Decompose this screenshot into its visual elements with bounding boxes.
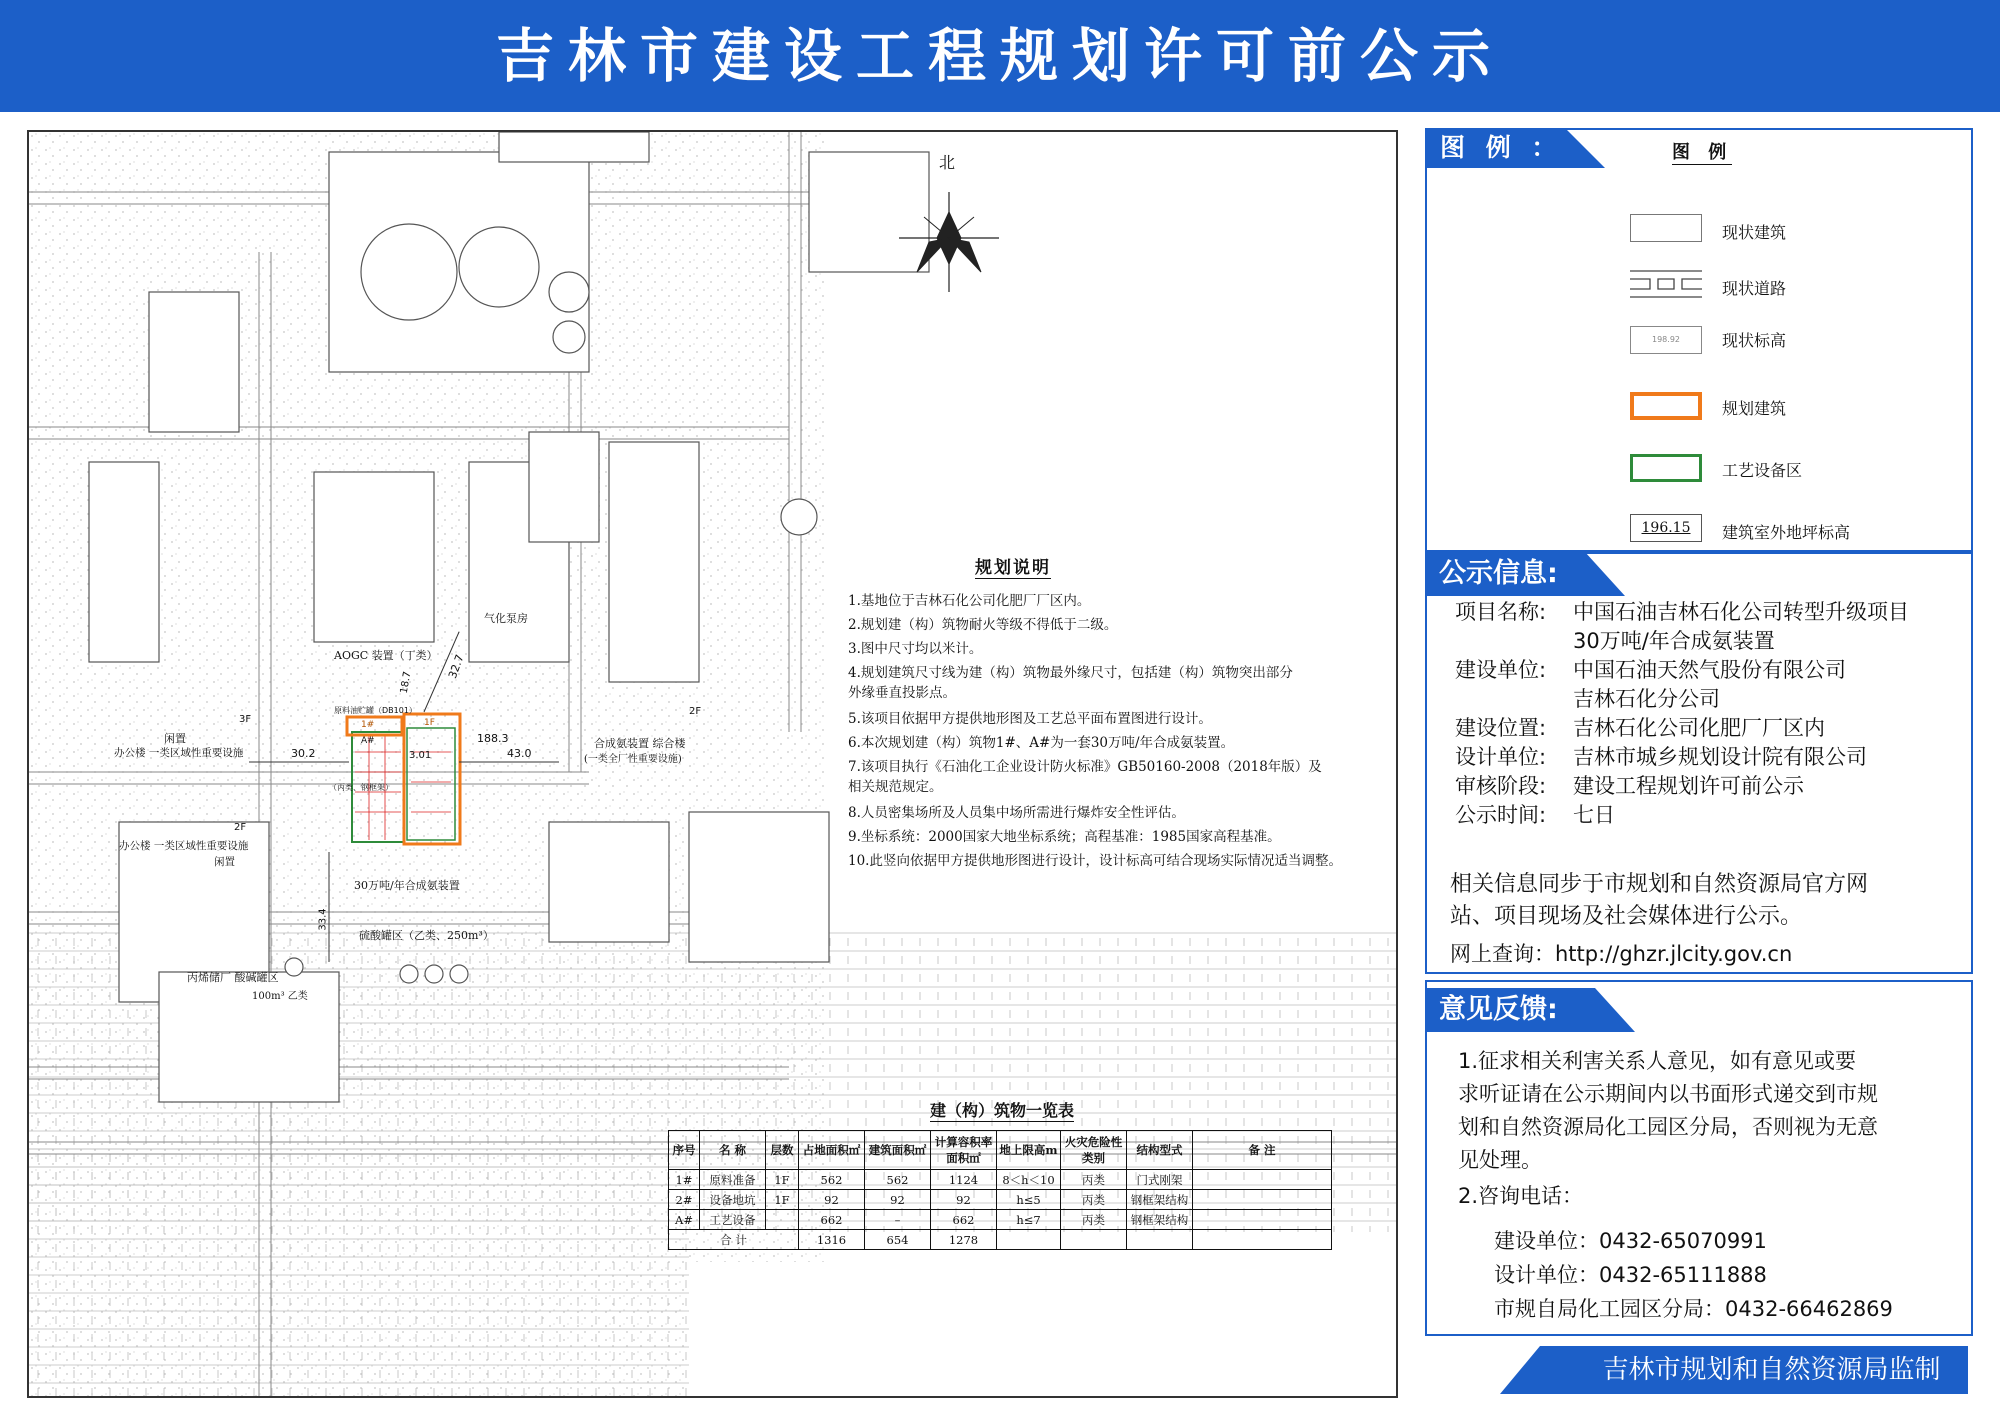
table-cell: 工艺设备	[700, 1210, 766, 1230]
table-cell: 92	[865, 1190, 931, 1210]
note-item: 7.该项目执行《石油化工企业设计防火标准》GB50160-2008（2018年版）及	[848, 759, 1322, 775]
info-row-builder-cont: 吉林石化分公司	[1573, 687, 1720, 711]
existing-road-symbol	[1630, 270, 1702, 298]
table-cell: 8＜h＜10	[997, 1170, 1061, 1190]
sync-text-line1: 相关信息同步于市规划和自然资源局官方网	[1450, 872, 1869, 897]
legend-label: 建筑室外地坪标高	[1722, 523, 1851, 542]
label-office1: 办公楼 一类区域性重要设施	[114, 747, 244, 759]
legend-tab-label: 图 例 ：	[1440, 133, 1563, 162]
table-header: 名 称	[700, 1131, 766, 1170]
table-cell	[1193, 1170, 1332, 1190]
legend-label: 工艺设备区	[1722, 461, 1803, 480]
table-cell: 562	[865, 1170, 931, 1190]
table-cell: 1#	[669, 1170, 700, 1190]
table-header: 建筑面积㎡	[865, 1131, 931, 1170]
phone-builder: 建设单位：0432-65070991	[1494, 1229, 1767, 1253]
table-row	[669, 1170, 1332, 1190]
table-cell	[1193, 1210, 1332, 1230]
table-cell: 1F	[766, 1190, 799, 1210]
consult-phone-heading: 2.咨询电话：	[1458, 1184, 1584, 1208]
table-cell: 2#	[669, 1190, 700, 1210]
table-cell	[1193, 1230, 1332, 1250]
info-row-location: 建设位置: 吉林石化公司化肥厂厂区内	[1455, 716, 1825, 740]
table-cell: h≤7	[997, 1210, 1061, 1230]
table-row	[669, 1210, 1332, 1230]
note-item: 6.本次规划建（构）筑物1#、A#为一套30万吨/年合成氨装置。	[848, 735, 1235, 751]
table-cell: 丙类	[1061, 1210, 1127, 1230]
label-idle-left: 闲置	[164, 732, 186, 745]
table-header: 序号	[669, 1131, 700, 1170]
feedback-text: 划和自然资源局化工园区分局，否则视为无意	[1458, 1115, 1878, 1139]
table-cell: 设备地坑	[700, 1190, 766, 1210]
table-row	[669, 1190, 1332, 1210]
dim-32-7: 32.7	[445, 652, 467, 681]
table-cell: 钢框架结构	[1127, 1190, 1193, 1210]
dim-43-0: 43.0	[507, 747, 532, 760]
dim-3-01: 3.01	[409, 750, 432, 761]
table-cell: 合 计	[669, 1230, 799, 1250]
existing-elevation-symbol: 198.92	[1630, 326, 1702, 354]
table-cell	[766, 1210, 799, 1230]
table-header: 火灾危险性类别	[1061, 1131, 1127, 1170]
dim-188-3: 188.3	[477, 732, 509, 745]
table-row	[669, 1230, 1332, 1250]
info-row-period: 公示时间: 七日	[1455, 803, 1615, 827]
table-cell: 662	[931, 1210, 997, 1230]
table-header: 占地面积㎡	[799, 1131, 865, 1170]
table-header: 备 注	[1193, 1131, 1332, 1170]
table-cell: 丙类	[1061, 1190, 1127, 1210]
legend-label: 现状标高	[1722, 331, 1787, 350]
dim-33-4: 33.4	[317, 908, 329, 931]
label-aogc: AOGC 装置（丁类）	[334, 649, 438, 662]
table-cell: h≤5	[997, 1190, 1061, 1210]
info-row-builder: 建设单位: 中国石油天然气股份有限公司	[1455, 658, 1846, 682]
label-device-300k: 30万吨/年合成氨装置	[354, 879, 460, 892]
label-propylene: 丙烯储厂 酸碱罐区	[187, 971, 279, 984]
note-item: 9.坐标系统：2000国家大地坐标系统；高程基准：1985国家高程基准。	[848, 829, 1281, 845]
info-row-project: 项目名称: 中国石油吉林石化公司转型升级项目	[1455, 600, 1909, 624]
phone-bureau: 市规自局化工园区分局：0432-66462869	[1494, 1297, 1893, 1321]
table-cell: 钢框架结构	[1127, 1210, 1193, 1230]
table-cell: 662	[799, 1210, 865, 1230]
table-cell: 562	[799, 1170, 865, 1190]
table-header: 结构型式	[1127, 1131, 1193, 1170]
table-cell: 原料准备	[700, 1170, 766, 1190]
info-tab-label: 公示信息:	[1439, 558, 1558, 589]
page-title: 吉林市建设工程规划许可前公示	[495, 22, 1504, 90]
label-idle2: 闲置	[214, 856, 235, 868]
table-header-row	[669, 1131, 1332, 1170]
feedback-text: 1.征求相关利害关系人意见，如有意见或要	[1458, 1049, 1857, 1073]
query-url[interactable]: 网上查询：http://ghzr.jlcity.gov.cn	[1450, 942, 1793, 966]
table-cell: 1F	[766, 1170, 799, 1190]
info-row-project-cont: 30万吨/年合成氨装置	[1573, 629, 1775, 653]
building-table	[668, 1130, 1332, 1250]
label-office2: 办公楼 一类区域性重要设施	[119, 840, 249, 852]
label-office2-floors: 2F	[234, 822, 247, 833]
footer-text: 吉林市规划和自然资源局监制	[1602, 1355, 1941, 1385]
table-cell: 654	[865, 1230, 931, 1250]
table-cell: 92	[931, 1190, 997, 1210]
process-area-symbol	[1630, 454, 1702, 482]
table-cell: 92	[799, 1190, 865, 1210]
table-header: 计算容积率面积㎡	[931, 1131, 997, 1170]
feedback-tab-label: 意见反馈:	[1439, 994, 1558, 1025]
feedback-text: 见处理。	[1458, 1148, 1542, 1172]
table-cell: 1278	[931, 1230, 997, 1250]
note-item: 10.此竖向依据甲方提供地形图进行设计，设计标高可结合现场实际情况适当调整。	[848, 853, 1342, 869]
table-cell: 1316	[799, 1230, 865, 1250]
note-item: 2.规划建（构）筑物耐火等级不得低于二级。	[848, 617, 1118, 633]
feedback-text: 求听证请在公示期间内以书面形式递交到市规	[1458, 1082, 1878, 1106]
label-propylene-sub: 100m³ 乙类	[252, 991, 308, 1002]
note-item: 5.该项目依据甲方提供地形图及工艺总平面布置图进行设计。	[848, 711, 1212, 727]
note-item: 8.人员密集场所及人员集中场所需进行爆炸安全性评估。	[848, 805, 1185, 821]
planned-building-symbol	[1630, 392, 1702, 420]
info-row-designer: 设计单位: 吉林市城乡规划设计院有限公司	[1455, 745, 1867, 769]
label-building-a: A#	[361, 736, 375, 746]
ground-elevation-symbol: 196.15	[1630, 514, 1702, 542]
legend-title: 图 例	[1672, 138, 1732, 165]
label-small-tag: （丙类、钢框架）	[329, 783, 393, 792]
note-item: 相关规范规定。	[848, 779, 943, 795]
label-building-2: 1F	[424, 718, 435, 728]
label-acid-tank: 硫酸罐区（乙类、250m³）	[359, 929, 494, 942]
label-gas-pump: 气化泵房	[484, 612, 528, 625]
label-building-1: 1#	[361, 720, 375, 730]
label-synth: 合成氨装置 综合楼	[594, 737, 686, 750]
existing-building-symbol	[1630, 214, 1702, 242]
label-raw-material: 原料油贮罐（DB101）	[334, 706, 417, 715]
dim-18-7: 18.7	[398, 670, 414, 695]
table-cell: 丙类	[1061, 1170, 1127, 1190]
table-cell: –	[865, 1210, 931, 1230]
notes-title: 规划说明	[975, 553, 1051, 579]
table-cell: 门式刚架	[1127, 1170, 1193, 1190]
north-label: 北	[939, 153, 956, 172]
note-item: 4.规划建筑尺寸线为建（构）筑物最外缘尺寸，包括建（构）筑物突出部分	[848, 665, 1293, 681]
table-header: 地上限高m	[997, 1131, 1061, 1170]
building-table-title: 建（构）筑物一览表	[930, 1098, 1074, 1122]
table-cell	[1061, 1230, 1127, 1250]
table-header: 层数	[766, 1131, 799, 1170]
table-cell	[1193, 1190, 1332, 1210]
label-synth-sub: (一类全厂性重要设施)	[584, 754, 682, 765]
label-idle-floors: 3F	[239, 714, 252, 725]
dim-30-2: 30.2	[291, 747, 316, 760]
table-cell	[997, 1230, 1061, 1250]
info-row-stage: 审核阶段: 建设工程规划许可前公示	[1455, 774, 1804, 798]
note-item: 外缘垂直投影点。	[848, 685, 956, 701]
label-synth-floors: 2F	[689, 706, 702, 717]
legend-label: 现状建筑	[1722, 223, 1787, 242]
table-cell	[1127, 1230, 1193, 1250]
phone-designer: 设计单位：0432-65111888	[1494, 1263, 1767, 1287]
legend-label: 现状道路	[1722, 279, 1787, 298]
note-item: 3.图中尺寸均以米计。	[848, 641, 983, 657]
sync-text-line2: 站、项目现场及社会媒体进行公示。	[1450, 904, 1803, 929]
legend-label: 规划建筑	[1722, 399, 1787, 418]
note-item: 1.基地位于吉林石化公司化肥厂厂区内。	[848, 593, 1091, 609]
table-cell: 1124	[931, 1170, 997, 1190]
table-cell: A#	[669, 1210, 700, 1230]
